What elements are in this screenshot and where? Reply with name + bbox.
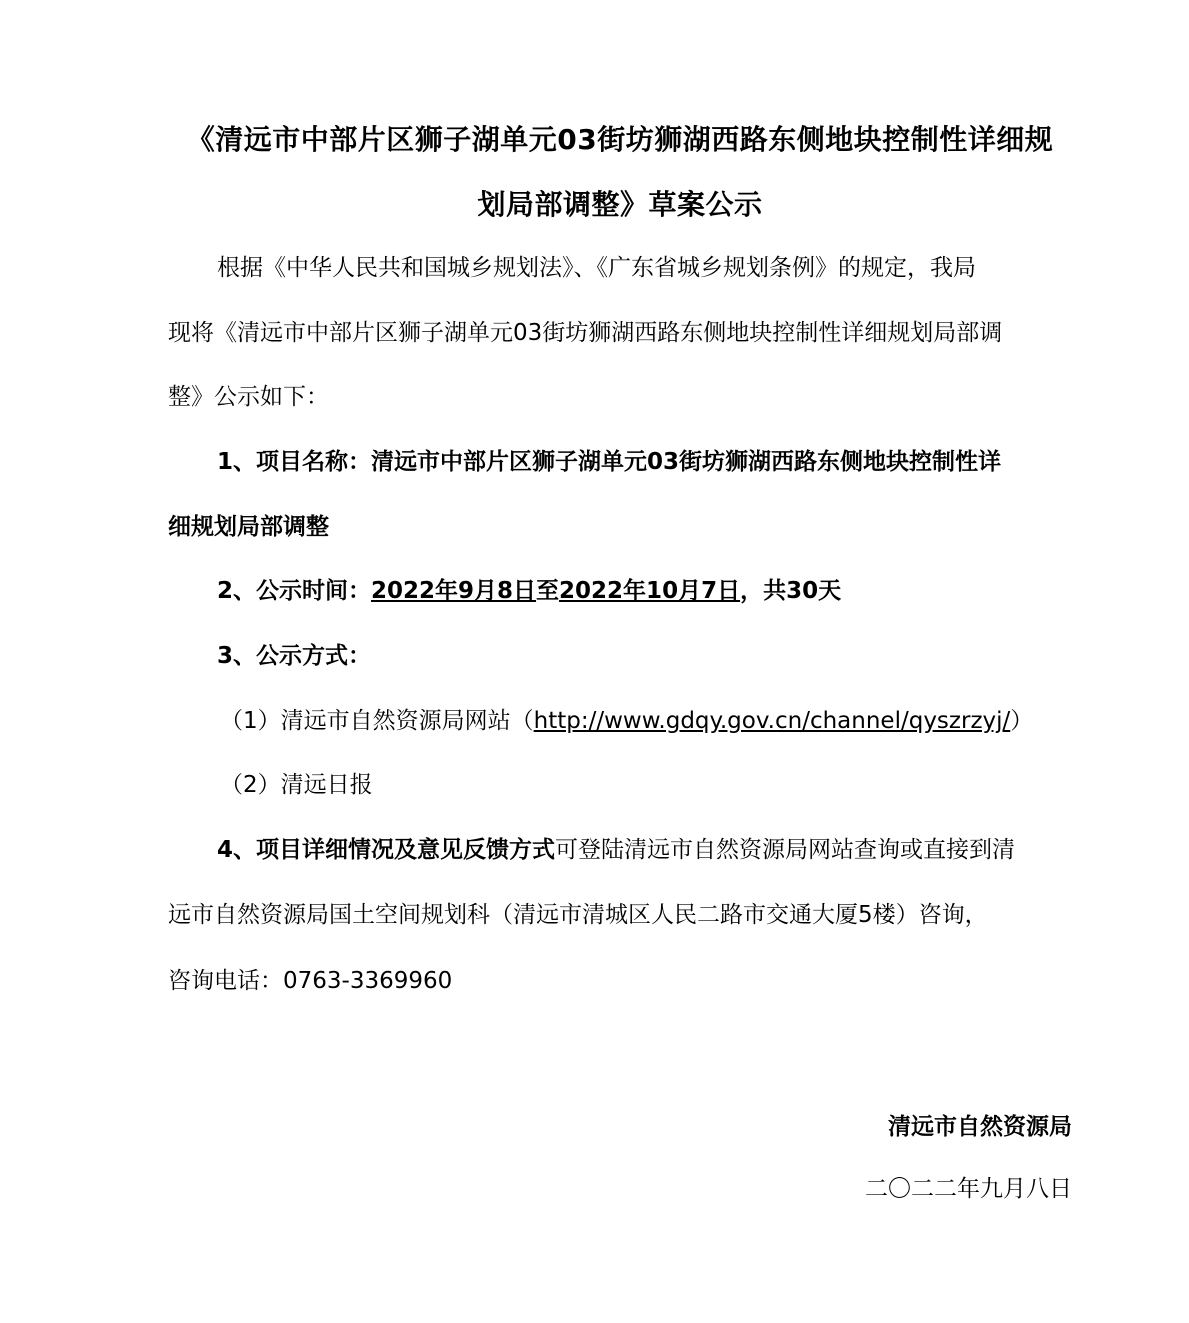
intro-line-1: 根据《中华人民共和国城乡规划法》、《广东省城乡规划条例》的规定，我局 bbox=[217, 255, 976, 281]
item4-line-3: 咨询电话：0763-3369960 bbox=[168, 968, 453, 994]
item4-line-1 bbox=[217, 835, 1015, 865]
item2-prefix: 2、公示时间： bbox=[217, 578, 372, 604]
title-line-2: 划局部调整》草案公示 bbox=[477, 188, 763, 221]
item3-way1-prefix: （1）清远市自然资源局网站（ bbox=[220, 708, 534, 734]
item1-line-2: 细规划局部调整 bbox=[168, 514, 329, 540]
item4-bold-part: 4、项目详细情况及意见反馈方式 bbox=[217, 837, 556, 863]
item4-line-2: 远市自然资源局国土空间规划科（清远市清城区人民二路市交通大厦5楼）咨询， bbox=[168, 902, 988, 928]
intro-line-3: 整》公示如下： bbox=[168, 384, 329, 410]
item2-to: 至 bbox=[536, 578, 560, 604]
item2-start-date: 2022年9月8日 bbox=[371, 578, 537, 604]
item3-way1 bbox=[220, 706, 1033, 736]
item2-suffix: ，共30天 bbox=[740, 578, 842, 604]
website-link[interactable]: http://www.gdqy.gov.cn/channel/qyszrzyj/ bbox=[533, 708, 1011, 734]
title-line-1: 《清远市中部片区狮子湖单元03街坊狮湖西路东侧地块控制性详细规 bbox=[186, 123, 1054, 156]
item1-line-1: 1、项目名称：清远市中部片区狮子湖单元03街坊狮湖西路东侧地块控制性详 bbox=[217, 449, 1002, 475]
item2-line bbox=[217, 576, 841, 606]
item4-line1-rest: 可登陆清远市自然资源局网站查询或直接到清 bbox=[555, 837, 1016, 863]
item3-way1-suffix: ） bbox=[1010, 708, 1034, 734]
signature-org: 清远市自然资源局 bbox=[888, 1114, 1072, 1140]
item3-label: 3、公示方式： bbox=[217, 643, 372, 669]
item3-way2: （2）清远日报 bbox=[220, 772, 373, 798]
intro-line-2: 现将《清远市中部片区狮子湖单元03街坊狮湖西路东侧地块控制性详细规划局部调 bbox=[168, 320, 1003, 346]
item2-end-date: 2022年10月7日 bbox=[559, 578, 741, 604]
signature-date: 二〇二二年九月八日 bbox=[865, 1176, 1072, 1202]
